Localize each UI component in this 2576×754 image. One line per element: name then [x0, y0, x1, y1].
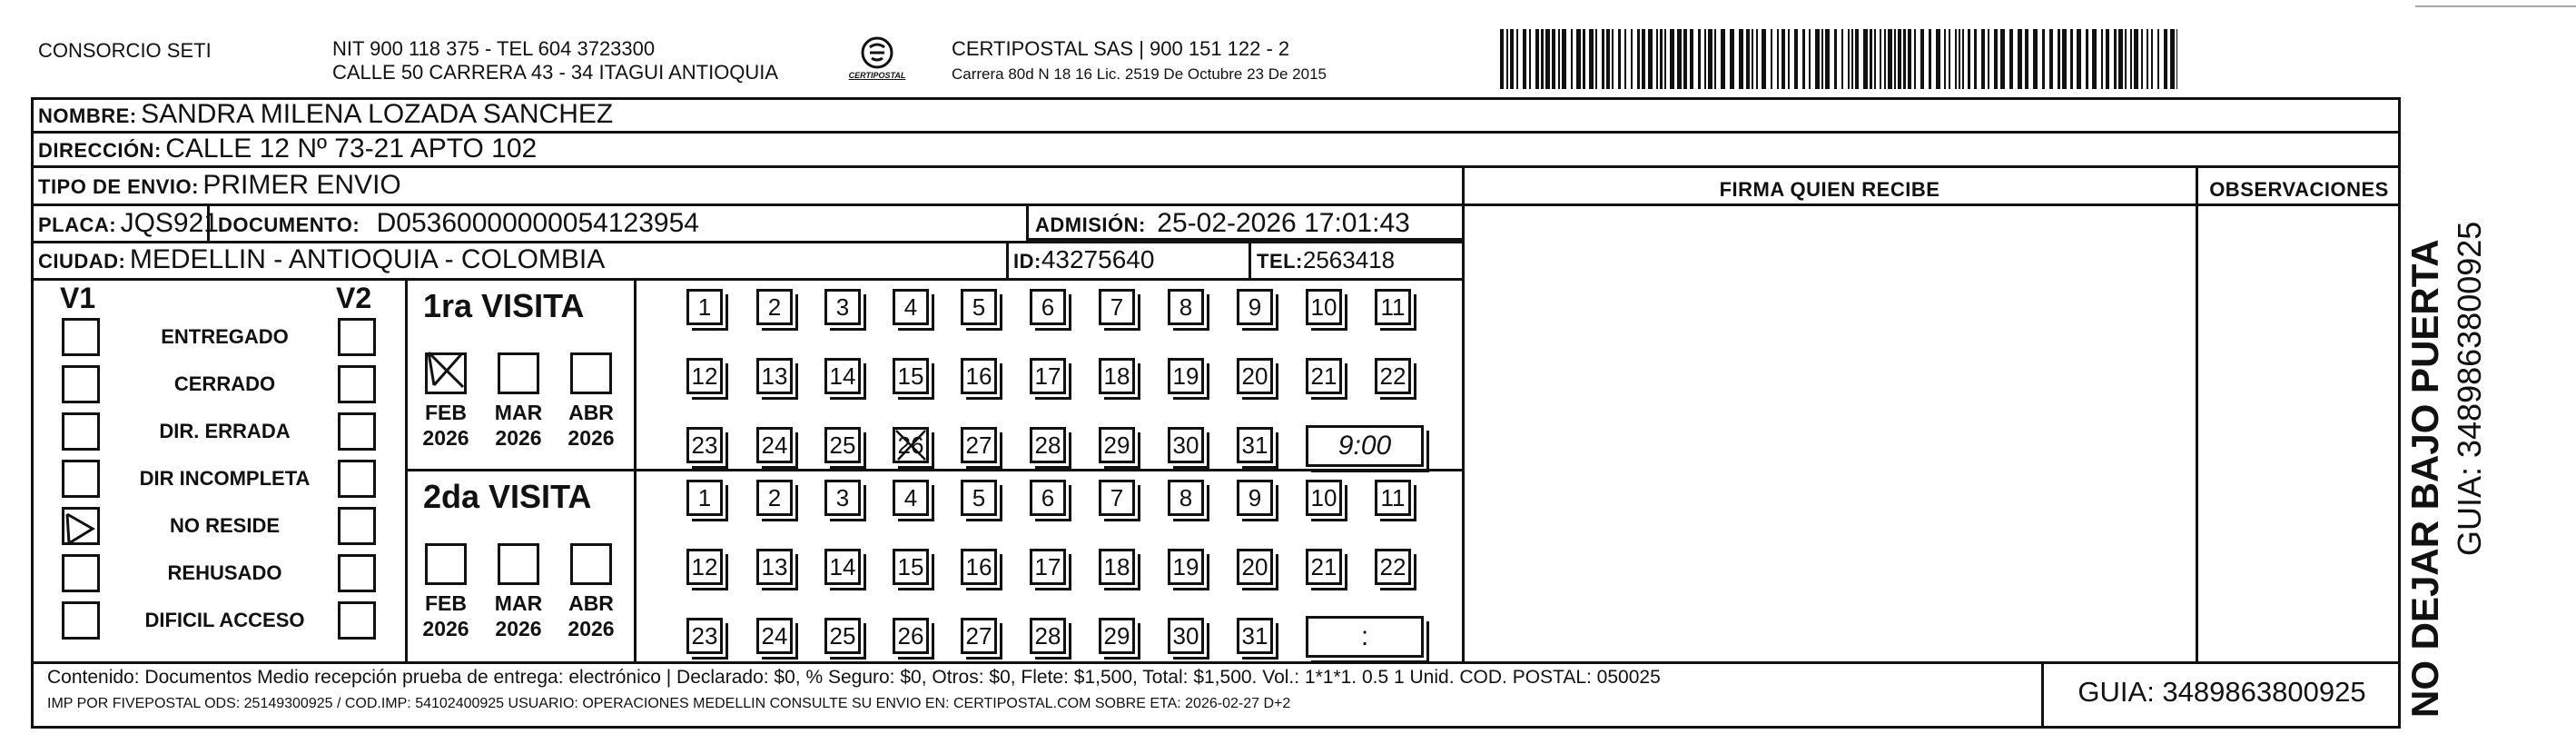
barcode-bar: [2070, 29, 2074, 89]
barcode-bar: [1914, 29, 1916, 89]
placa-value: JQS921: [120, 208, 219, 238]
time-field[interactable]: :: [1306, 616, 1424, 658]
barcode-bar: [1863, 29, 1868, 89]
divider: [634, 278, 637, 661]
no-dejar-warning: NO DEJAR BAJO PUERTA: [2403, 239, 2446, 718]
day-checkbox[interactable]: 27: [961, 427, 997, 463]
barcode-bar: [1781, 29, 1785, 89]
day-checkbox[interactable]: 22: [1375, 358, 1411, 394]
barcode-bar: [1771, 29, 1772, 89]
barcode-bar: [1595, 29, 1597, 89]
barcode-bar: [2141, 29, 2143, 89]
reason-label: NO RESIDE: [169, 514, 281, 537]
barcode-bar: [1730, 29, 1734, 89]
barcode-bar: [1714, 29, 1716, 89]
day-checkbox[interactable]: 23: [686, 427, 723, 463]
barcode-bar: [1752, 29, 1753, 89]
barcode-bar: [2157, 29, 2159, 89]
day-checkbox[interactable]: 2: [756, 480, 793, 516]
v2-checkbox[interactable]: [338, 460, 376, 498]
barcode-bar: [1664, 29, 1666, 89]
tipo-envio-label: TIPO DE ENVIO:: [38, 175, 199, 198]
day-checkbox[interactable]: 7: [1099, 480, 1135, 516]
barcode-bar: [1704, 29, 1706, 89]
barcode-bar: [1762, 29, 1766, 89]
day-checkbox[interactable]: 21: [1306, 358, 1342, 394]
barcode-bar: [2147, 29, 2148, 89]
barcode-bar: [2025, 29, 2028, 89]
barcode-bar: [1756, 29, 1758, 89]
barcode-bar: [1500, 29, 1504, 89]
direccion-field: [38, 133, 537, 170]
nombre-label: NOMBRE:: [38, 104, 137, 127]
v2-checkbox[interactable]: [338, 507, 376, 545]
day-checkbox[interactable]: 19: [1168, 358, 1204, 394]
barcode-bar: [1962, 29, 1964, 89]
address-line: CALLE 50 CARRERA 43 - 34 ITAGUI ANTIOQUIA: [332, 61, 779, 84]
v2-label: V2: [336, 282, 372, 314]
barcode-bar: [2092, 29, 2097, 89]
day-checkbox[interactable]: 3: [824, 480, 861, 516]
barcode-bar: [2062, 29, 2067, 89]
v2-checkbox[interactable]: [338, 412, 376, 451]
barcode-bar: [1562, 29, 1566, 89]
day-checkbox[interactable]: 19: [1168, 549, 1204, 585]
day-checkbox[interactable]: 25: [824, 427, 861, 463]
nombre-value: SANDRA MILENA LOZADA SANCHEZ: [141, 99, 614, 129]
barcode-bar: [1815, 29, 1820, 89]
visit-title: 1ra VISITA: [423, 287, 585, 324]
barcode-bar: [1529, 29, 1531, 89]
divider: [1026, 205, 1029, 242]
day-checkbox[interactable]: 7: [1099, 289, 1135, 325]
documento-field: [218, 207, 699, 244]
barcode-bar: [1802, 29, 1806, 89]
reason-label: DIR INCOMPLETA: [139, 467, 311, 490]
month-checkbox[interactable]: [570, 352, 612, 394]
day-checkbox[interactable]: 11: [1375, 289, 1411, 325]
day-checkbox[interactable]: 9: [1237, 289, 1273, 325]
day-checkbox[interactable]: 17: [1030, 358, 1066, 394]
day-checkbox[interactable]: 1: [686, 289, 723, 325]
barcode-bar: [1981, 29, 1985, 89]
barcode-bar: [2042, 29, 2046, 89]
v1-checkbox[interactable]: [62, 460, 100, 498]
month-label: MAR: [494, 401, 543, 424]
day-checkbox[interactable]: 8: [1168, 480, 1204, 516]
barcode-bar: [1612, 29, 1614, 89]
barcode-bar: [2018, 29, 2022, 89]
day-checkbox[interactable]: 18: [1099, 358, 1135, 394]
day-checkbox[interactable]: 18: [1099, 549, 1135, 585]
contenido-text: Contenido: Documentos Medio recepción prueba de entrega: electrónico | Declarado: $0, % Seguro: $0, Otros: $0, Flete: $1,500, Total: $1,500. Vol.: 1*1*1. 0.5 1 Unid. COD. POSTAL: 050025: [47, 667, 1661, 688]
barcode-bar: [1794, 29, 1798, 89]
v2-checkbox[interactable]: [338, 554, 376, 592]
barcode-bar: [1545, 29, 1550, 89]
barcode-bar: [1552, 29, 1555, 89]
barcode-bar: [1959, 29, 1960, 89]
divider: [1006, 243, 1009, 279]
day-checkbox[interactable]: 31: [1237, 427, 1273, 463]
barcode-bar: [1994, 29, 1998, 89]
day-checkbox[interactable]: 11: [1375, 480, 1411, 516]
barcode-bar: [2164, 29, 2167, 89]
barcode-bar: [2118, 29, 2123, 89]
day-checkbox[interactable]: 26: [893, 618, 929, 654]
barcode-bar: [1944, 29, 1946, 89]
month-year: 2026: [422, 426, 469, 450]
barcode-bar: [2058, 29, 2061, 89]
barcode-bar: [1656, 29, 1658, 89]
divider: [31, 661, 2401, 664]
placa-field: [38, 207, 219, 244]
day-checkbox[interactable]: 6: [1030, 480, 1066, 516]
ciudad-value: MEDELLIN - ANTIOQUIA - COLOMBIA: [129, 244, 606, 274]
day-checkbox[interactable]: 29: [1099, 427, 1135, 463]
day-checkbox[interactable]: 15: [893, 549, 929, 585]
divider: [1249, 243, 1251, 279]
barcode-bar: [1602, 29, 1605, 89]
month-label: FEB: [425, 401, 467, 424]
barcode-bar: [1809, 29, 1811, 89]
barcode-bar: [1777, 29, 1779, 89]
barcode-bar: [2114, 29, 2117, 89]
barcode-bar: [1606, 29, 1610, 89]
barcode-bar: [1894, 29, 1896, 89]
month-label: ABR: [568, 401, 614, 424]
barcode-bar: [1739, 29, 1743, 89]
barcode-bar: [1683, 29, 1687, 89]
id-field: [1013, 243, 1154, 281]
day-checkbox[interactable]: 20: [1237, 549, 1273, 585]
barcode-bar: [1825, 29, 1830, 89]
corner-mark: [2415, 5, 2576, 7]
v1-checkbox[interactable]: [62, 365, 100, 403]
firma-header: FIRMA QUIEN RECIBE: [1719, 178, 1940, 201]
reason-label: ENTREGADO: [161, 325, 289, 348]
barcode-bar: [1589, 29, 1594, 89]
day-checkbox[interactable]: 21: [1306, 549, 1342, 585]
month-label: FEB: [425, 591, 467, 615]
barcode-bar: [2077, 29, 2081, 89]
barcode-bar: [1746, 29, 1750, 89]
admision-field: [1035, 207, 1410, 244]
v1-checkbox[interactable]: [62, 601, 100, 640]
day-checkbox[interactable]: 30: [1168, 427, 1204, 463]
day-checkbox[interactable]: 24: [756, 618, 793, 654]
barcode-bar: [1618, 29, 1622, 89]
barcode-bar: [1721, 29, 1725, 89]
id-value: 43275640: [1041, 245, 1155, 273]
barcode-bar: [1929, 29, 1932, 89]
documento-value: D05360000000054123954: [376, 208, 699, 238]
barcode-bar: [1510, 29, 1514, 89]
barcode-bar: [2176, 29, 2177, 89]
month-checkbox[interactable]: [425, 352, 467, 394]
reason-label: CERRADO: [173, 372, 276, 395]
day-checkbox[interactable]: 5: [961, 480, 997, 516]
month-checkbox[interactable]: [570, 543, 612, 585]
day-checkbox[interactable]: 10: [1306, 289, 1342, 325]
observaciones-header: OBSERVACIONES: [2209, 178, 2389, 201]
v2-checkbox[interactable]: [338, 601, 376, 640]
reason-label: DIR. ERRADA: [159, 420, 291, 442]
barcode: [1500, 29, 2177, 89]
barcode-bar: [1788, 29, 1790, 89]
day-checkbox[interactable]: 13: [756, 549, 793, 585]
barcode-bar: [1821, 29, 1823, 89]
barcode-bar: [1888, 29, 1892, 89]
barcode-bar: [2106, 29, 2109, 89]
certipostal-logo: [848, 35, 906, 87]
day-checkbox[interactable]: 24: [756, 427, 793, 463]
logo-text: CERTIPOSTAL: [848, 71, 906, 80]
barcode-bar: [1708, 29, 1712, 89]
nombre-field: [38, 98, 613, 135]
reason-label: REHUSADO: [167, 561, 282, 584]
tipo-envio-field: [38, 169, 401, 206]
signature-area[interactable]: [1464, 207, 2195, 660]
barcode-bar: [1642, 29, 1645, 89]
barcode-bar: [1516, 29, 1518, 89]
barcode-bar: [1949, 29, 1950, 89]
tel-label: TEL:: [1257, 250, 1303, 273]
barcode-bar: [1558, 29, 1560, 89]
barcode-bar: [1677, 29, 1682, 89]
barcode-bar: [1624, 29, 1626, 89]
barcode-bar: [1841, 29, 1843, 89]
month-label: MAR: [494, 591, 543, 615]
day-checkbox[interactable]: 4: [893, 480, 929, 516]
direccion-label: DIRECCIÓN:: [38, 139, 162, 162]
barcode-bar: [1968, 29, 1971, 89]
day-checkbox[interactable]: 10: [1306, 480, 1342, 516]
barcode-bar: [1834, 29, 1838, 89]
barcode-bar: [1880, 29, 1881, 89]
nit-line: NIT 900 118 375 - TEL 604 3723300: [332, 37, 656, 60]
divider: [1462, 203, 2401, 206]
barcode-bar: [2151, 29, 2153, 89]
barcode-bar: [1631, 29, 1633, 89]
tipo-envio-value: PRIMER ENVIO: [202, 170, 401, 200]
ciudad-field: [38, 243, 605, 281]
barcode-bar: [1898, 29, 1901, 89]
month-year: 2026: [495, 426, 542, 450]
v2-checkbox[interactable]: [338, 318, 376, 356]
v1-checkbox[interactable]: [62, 554, 100, 592]
barcode-bar: [2009, 29, 2013, 89]
day-checkbox[interactable]: 17: [1030, 549, 1066, 585]
day-checkbox[interactable]: 29: [1099, 618, 1135, 654]
admision-label: ADMISIÓN:: [1035, 213, 1146, 236]
barcode-bar: [1855, 29, 1859, 89]
observaciones-area[interactable]: [2198, 207, 2400, 660]
barcode-bar: [1571, 29, 1573, 89]
carrier-address: Carrera 80d N 18 16 Lic. 2519 De Octubre 23 De 2015: [952, 65, 1327, 83]
barcode-bar: [1690, 29, 1693, 89]
v2-checkbox[interactable]: [338, 365, 376, 403]
v1-label: V1: [60, 282, 96, 314]
day-checkbox[interactable]: 12: [686, 358, 723, 394]
month-year: 2026: [568, 617, 615, 640]
day-checkbox[interactable]: 12: [686, 549, 723, 585]
carrier-line: CERTIPOSTAL SAS | 900 151 122 - 2: [952, 37, 1290, 60]
documento-label: DOCUMENTO:: [218, 213, 360, 236]
day-checkbox[interactable]: 13: [756, 358, 793, 394]
day-checkbox[interactable]: 20: [1237, 358, 1273, 394]
barcode-bar: [1870, 29, 1873, 89]
barcode-bar: [2170, 29, 2175, 89]
day-checkbox[interactable]: 22: [1375, 549, 1411, 585]
month-year: 2026: [422, 617, 469, 640]
day-checkbox[interactable]: 8: [1168, 289, 1204, 325]
barcode-bar: [1648, 29, 1653, 89]
day-checkbox[interactable]: 23: [686, 618, 723, 654]
barcode-bar: [1988, 29, 1989, 89]
barcode-bar: [1576, 29, 1581, 89]
direccion-value: CALLE 12 Nº 73-21 APTO 102: [165, 134, 538, 164]
v1-checkbox[interactable]: [62, 507, 100, 545]
time-field[interactable]: 9:00: [1306, 425, 1424, 467]
month-checkbox[interactable]: [498, 352, 539, 394]
visit-title: 2da VISITA: [423, 478, 592, 515]
barcode-bar: [1974, 29, 1978, 89]
barcode-bar: [1955, 29, 1957, 89]
barcode-bar: [1506, 29, 1508, 89]
barcode-bar: [2049, 29, 2053, 89]
side-guia: GUIA: 3489863800925: [2451, 221, 2488, 556]
barcode-bar: [1637, 29, 1641, 89]
reason-label: DIFICIL ACCESO: [144, 609, 305, 631]
barcode-bar: [2000, 29, 2005, 89]
barcode-bar: [1848, 29, 1850, 89]
day-checkbox[interactable]: 4: [893, 289, 929, 325]
barcode-bar: [1908, 29, 1911, 89]
barcode-bar: [1523, 29, 1526, 89]
ciudad-label: CIUDAD:: [38, 250, 126, 273]
day-checkbox[interactable]: 28: [1030, 427, 1066, 463]
barcode-bar: [2086, 29, 2089, 89]
day-checkbox[interactable]: 5: [961, 289, 997, 325]
v1-checkbox[interactable]: [62, 318, 100, 356]
divider: [405, 469, 1462, 471]
barcode-bar: [1903, 29, 1907, 89]
guia-box: GUIA: 3489863800925: [2078, 676, 2366, 708]
month-year: 2026: [568, 426, 615, 450]
day-checkbox[interactable]: 30: [1168, 618, 1204, 654]
tel-value: 2563418: [1302, 246, 1396, 273]
day-checkbox[interactable]: 28: [1030, 618, 1066, 654]
barcode-bar: [1920, 29, 1924, 89]
day-checkbox[interactable]: 26: [893, 427, 929, 463]
day-checkbox[interactable]: 16: [961, 358, 997, 394]
barcode-bar: [1535, 29, 1539, 89]
barcode-bar: [1670, 29, 1674, 89]
month-year: 2026: [495, 617, 542, 640]
barcode-bar: [2101, 29, 2103, 89]
barcode-bar: [1851, 29, 1853, 89]
day-checkbox[interactable]: 27: [961, 618, 997, 654]
day-checkbox[interactable]: 9: [1237, 480, 1273, 516]
day-checkbox[interactable]: 16: [961, 549, 997, 585]
barcode-bar: [1936, 29, 1940, 89]
v1-checkbox[interactable]: [62, 412, 100, 451]
day-checkbox[interactable]: 14: [824, 549, 861, 585]
barcode-bar: [1874, 29, 1876, 89]
day-checkbox[interactable]: 1: [686, 480, 723, 516]
imp-text: IMP POR FIVEPOSTAL ODS: 25149300925 / COD.IMP: 54102400925 USUARIO: OPERACIONES MEDELLIN CONSULTE SU ENVIO EN: CERTIPOSTAL.COM SOBRE ETA: 2026-02-27 D+2: [47, 696, 1291, 711]
day-checkbox[interactable]: 2: [756, 289, 793, 325]
month-checkbox[interactable]: [425, 543, 467, 585]
tel-field: [1257, 243, 1395, 281]
barcode-bar: [2125, 29, 2127, 89]
admision-value: 25-02-2026 17:01:43: [1157, 208, 1410, 238]
month-label: ABR: [568, 591, 614, 615]
day-checkbox[interactable]: 14: [824, 358, 861, 394]
company-name: CONSORCIO SETI: [38, 39, 212, 62]
id-label: ID:: [1013, 250, 1041, 273]
barcode-bar: [1660, 29, 1663, 89]
day-checkbox[interactable]: 31: [1237, 618, 1273, 654]
barcode-bar: [1541, 29, 1545, 89]
barcode-bar: [2130, 29, 2132, 89]
barcode-bar: [2134, 29, 2138, 89]
barcode-bar: [1583, 29, 1586, 89]
day-checkbox[interactable]: 15: [893, 358, 929, 394]
day-checkbox[interactable]: 6: [1030, 289, 1066, 325]
barcode-bar: [1698, 29, 1702, 89]
day-checkbox[interactable]: 3: [824, 289, 861, 325]
barcode-bar: [1884, 29, 1886, 89]
barcode-bar: [2033, 29, 2038, 89]
month-checkbox[interactable]: [498, 543, 539, 585]
day-checkbox[interactable]: 25: [824, 618, 861, 654]
placa-label: PLACA:: [38, 213, 117, 236]
